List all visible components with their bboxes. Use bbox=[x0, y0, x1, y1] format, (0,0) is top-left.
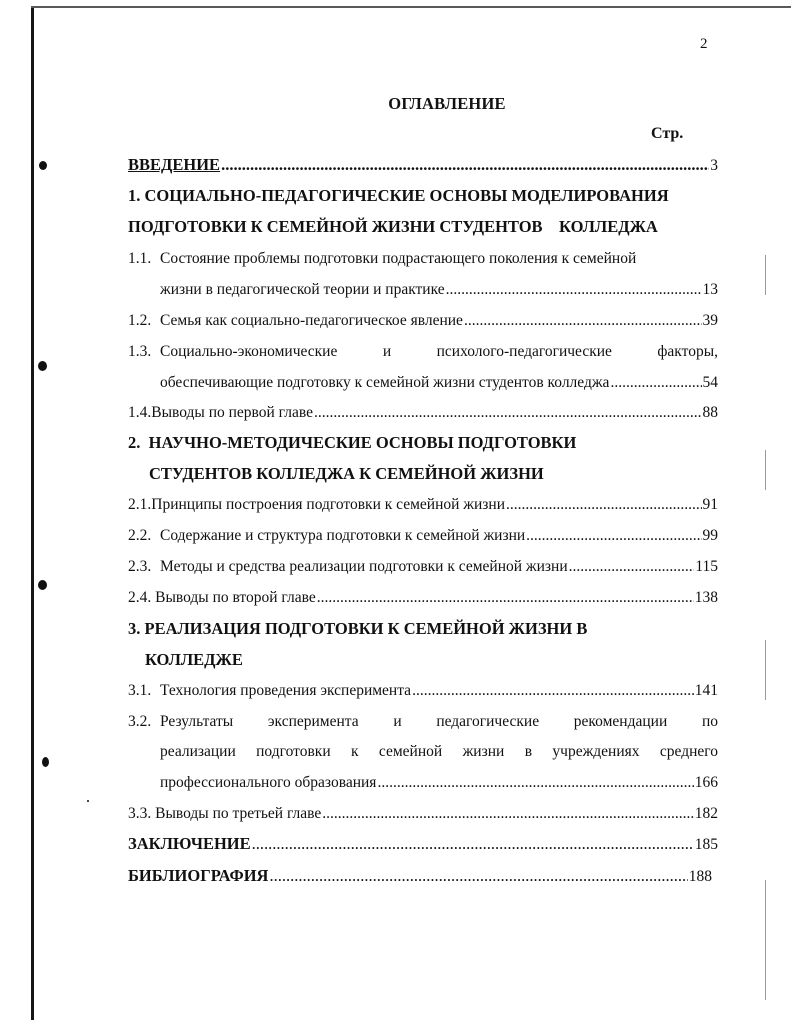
toc-entry-1-3-cont[interactable] bbox=[128, 368, 718, 398]
toc-entry-3-2[interactable] bbox=[128, 707, 718, 737]
toc-entry-3-2-cont2[interactable] bbox=[128, 768, 718, 798]
section-code: 2.3. bbox=[128, 558, 152, 575]
page-number: 2 bbox=[700, 36, 708, 52]
toc-entry-label: Семья как социально-педагогическое явление bbox=[160, 312, 463, 329]
toc-page-number: 99 bbox=[702, 527, 718, 544]
toc-entry-1-4[interactable] bbox=[128, 398, 718, 428]
leader-dots bbox=[269, 861, 687, 891]
toc-page-number: 188 bbox=[688, 868, 712, 885]
toc-entry-conclusion[interactable] bbox=[128, 829, 718, 860]
chapter-1-heading-line1[interactable]: 1. СОЦИАЛЬНО-ПЕДАГОГИЧЕСКИЕ ОСНОВЫ МОДЕЛИРОВАНИЯ bbox=[128, 186, 669, 205]
toc-entry-label: Результаты эксперимента и педагогические рекомендации по bbox=[160, 713, 718, 730]
toc-entry-label: ЗАКЛЮЧЕНИЕ bbox=[128, 834, 251, 853]
leader-dots bbox=[322, 799, 693, 829]
scan-edge-tick bbox=[765, 450, 766, 490]
toc-entry-intro[interactable] bbox=[128, 150, 718, 181]
toc-page-number: 138 bbox=[694, 589, 718, 606]
section-code: 1.3. bbox=[128, 343, 152, 360]
section-code: 3.1. bbox=[128, 682, 152, 699]
punch-hole-mark bbox=[38, 580, 47, 590]
toc-entry-1-1-cont[interactable] bbox=[128, 275, 718, 305]
scan-edge-tick bbox=[765, 255, 766, 295]
toc-page-number: 115 bbox=[695, 558, 718, 575]
section-code: 1.1. bbox=[128, 250, 152, 267]
chapter-1-heading-line2[interactable]: ПОДГОТОВКИ К СЕМЕЙНОЙ ЖИЗНИ СТУДЕНТОВ КОЛЛЕДЖА bbox=[128, 217, 658, 236]
toc-entry-label: Технология проведения эксперимента bbox=[160, 682, 412, 699]
chapter-2-heading-line1[interactable]: 2. НАУЧНО-МЕТОДИЧЕСКИЕ ОСНОВЫ ПОДГОТОВКИ bbox=[128, 433, 577, 452]
scan-edge-tick bbox=[765, 640, 766, 700]
toc-entry-2-2[interactable] bbox=[128, 521, 718, 551]
toc-page-number: 39 bbox=[702, 312, 718, 329]
leader-dots bbox=[610, 368, 701, 398]
toc-page-number: 182 bbox=[694, 805, 718, 822]
toc-entry-label: Содержание и структура подготовки к семейной жизни bbox=[160, 527, 526, 544]
page-column-label: Стр. bbox=[651, 125, 684, 142]
toc-entry-3-2-cont1[interactable] bbox=[128, 737, 718, 767]
leader-dots bbox=[569, 552, 695, 582]
leader-dots bbox=[377, 768, 693, 798]
leader-dots bbox=[446, 275, 702, 305]
toc-entry-label: Методы и средства реализации подготовки к семейной жизни bbox=[160, 558, 568, 575]
toc-page-number: 141 bbox=[694, 682, 718, 699]
toc-entry-1-3[interactable] bbox=[128, 337, 718, 367]
toc-entry-label: профессионального образования bbox=[160, 774, 377, 791]
toc-entry-3-1[interactable] bbox=[128, 676, 718, 706]
chapter-2-heading-line2[interactable]: СТУДЕНТОВ КОЛЛЕДЖА К СЕМЕЙНОЙ ЖИЗНИ bbox=[149, 464, 544, 483]
leader-dots bbox=[317, 583, 694, 613]
leader-dots bbox=[412, 676, 694, 706]
toc-entry-1-1[interactable] bbox=[128, 244, 718, 274]
toc-entry-label: 2.4. Выводы по второй главе bbox=[128, 589, 316, 606]
toc-entry-label: обеспечивающие подготовку к семейной жизни студентов колледжа bbox=[160, 374, 610, 391]
punch-hole-mark bbox=[38, 361, 47, 371]
toc-page-number: 88 bbox=[702, 404, 718, 421]
toc-page-number: 13 bbox=[702, 281, 718, 298]
page-title: ОГЛАВЛЕНИЕ bbox=[388, 94, 506, 113]
punch-hole-mark bbox=[42, 757, 49, 767]
toc-entry-2-1[interactable] bbox=[128, 490, 718, 520]
toc-entry-2-3[interactable] bbox=[128, 552, 718, 582]
leader-dots bbox=[506, 490, 701, 520]
toc-entry-1-2[interactable] bbox=[128, 306, 718, 336]
toc-entry-label: Социально-экономические и психолого-педагогические факторы, bbox=[160, 343, 718, 360]
scan-edge-tick bbox=[765, 880, 766, 1000]
section-code: 1.2. bbox=[128, 312, 152, 329]
toc-page-number: 3 bbox=[710, 157, 718, 174]
section-code: 2.2. bbox=[128, 527, 152, 544]
toc-entry-label: 1.4.Выводы по первой главе bbox=[128, 404, 313, 421]
scan-border-left bbox=[31, 6, 34, 1020]
leader-dots bbox=[526, 521, 701, 551]
leader-dots bbox=[252, 829, 694, 859]
toc-entry-label: жизни в педагогической теории и практике bbox=[160, 281, 445, 298]
scan-dust bbox=[87, 800, 89, 802]
toc-entry-label: 2.1.Принципы построения подготовки к семейной жизни bbox=[128, 496, 506, 513]
toc-entry-label: ВВЕДЕНИЕ bbox=[128, 155, 221, 174]
leader-dots bbox=[314, 398, 702, 428]
toc-page-number: 91 bbox=[702, 496, 718, 513]
toc-entry-3-3[interactable] bbox=[128, 799, 718, 829]
leader-dots bbox=[221, 150, 709, 180]
chapter-3-heading-line1[interactable]: 3. РЕАЛИЗАЦИЯ ПОДГОТОВКИ К СЕМЕЙНОЙ ЖИЗНИ В bbox=[128, 619, 588, 638]
toc-page-number: 166 bbox=[694, 774, 718, 791]
leader-dots bbox=[464, 306, 702, 336]
toc-entry-label: реализации подготовки к семейной жизни в учреждениях среднего bbox=[160, 743, 718, 760]
toc-entry-label: 3.3. Выводы по третьей главе bbox=[128, 805, 322, 822]
toc-entry-bibliography[interactable] bbox=[128, 861, 712, 892]
toc-page-number: 185 bbox=[694, 836, 718, 853]
toc-entry-label: Состояние проблемы подготовки подрастающего поколения к семейной bbox=[160, 250, 637, 267]
toc-entry-2-4[interactable] bbox=[128, 583, 718, 613]
section-code: 3.2. bbox=[128, 713, 152, 730]
scan-border-top bbox=[31, 6, 791, 8]
toc-page-number: 54 bbox=[702, 374, 718, 391]
punch-hole-mark bbox=[39, 161, 47, 170]
toc-entry-label: БИБЛИОГРАФИЯ bbox=[128, 866, 269, 885]
chapter-3-heading-line2[interactable]: КОЛЛЕДЖЕ bbox=[145, 650, 243, 669]
